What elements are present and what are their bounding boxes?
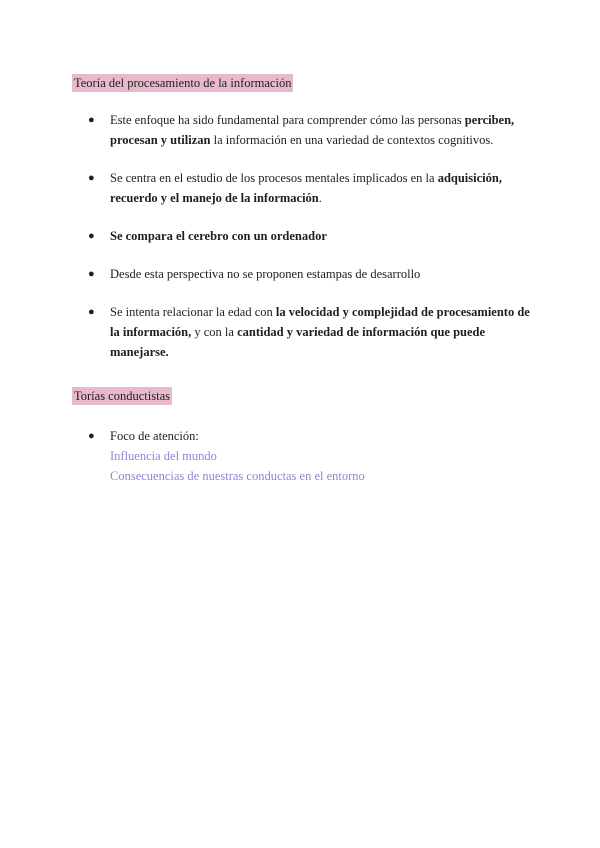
section-heading-behaviorist-theories: Torías conductistas: [74, 389, 170, 403]
list-item-text: Foco de atención:: [110, 429, 199, 443]
list-item-text: Se centra en el estudio de los procesos mentales implicados en la adquisición, recuerdo y el manejo de la información.: [110, 171, 502, 205]
list-item: [88, 302, 533, 362]
list-item: [88, 168, 533, 208]
list-item: [88, 110, 533, 150]
list-item-text: Este enfoque ha sido fundamental para comprender cómo las personas perciben, procesan y utilizan la información en una variedad de contextos cognitivos.: [110, 113, 515, 147]
list-item-text: Se intenta relacionar la edad con la velocidad y complejidad de procesamiento de la información, y con la cantidad y variedad de información que puede manejarse.: [110, 305, 530, 359]
bullet-icon: ●: [88, 430, 95, 442]
list-item-text: Desde esta perspectiva no se proponen estampas de desarrollo: [110, 267, 421, 281]
information-processing-list: [88, 110, 533, 380]
list-item-text: Se compara el cerebro con un ordenador: [110, 229, 327, 243]
list-item: [88, 264, 533, 284]
subitem-text: Influencia del mundo: [110, 449, 217, 463]
list-item: [88, 226, 533, 246]
bullet-icon: ●: [88, 268, 95, 280]
bullet-icon: ●: [88, 114, 95, 126]
bullet-icon: ●: [88, 306, 95, 318]
bullet-icon: ●: [88, 172, 95, 184]
subitem-text: Consecuencias de nuestras conductas en el entorno: [110, 469, 365, 483]
bullet-icon: ●: [88, 230, 95, 242]
behaviorist-theories-list: [88, 426, 533, 504]
list-item: [88, 426, 533, 486]
section-heading-information-processing: Teoría del procesamiento de la información: [74, 76, 292, 90]
